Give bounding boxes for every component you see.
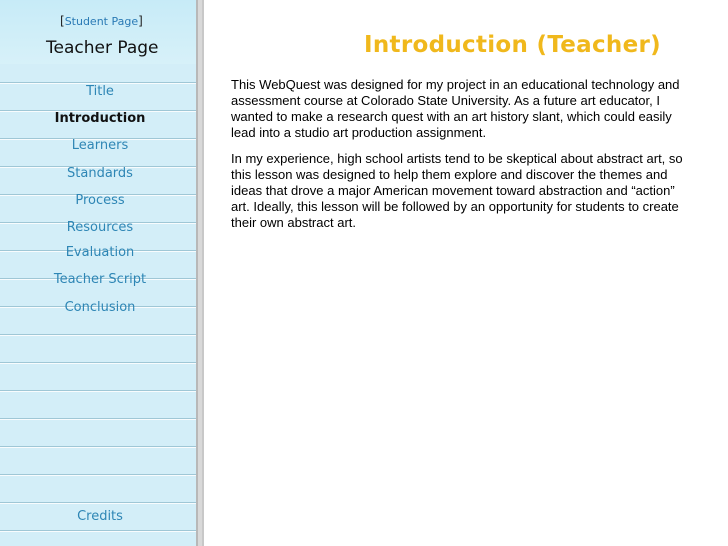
page-title: Introduction (Teacher) xyxy=(364,32,661,58)
nav-item-process[interactable]: Process xyxy=(75,193,125,208)
intro-paragraph-1: This WebQuest was designed for my project in an educational technology and assessment course at Colorado State University. As a future art educator, I wanted to make a research quest with an art history slant, which could easily lead into a studio art production assignment. xyxy=(231,77,680,140)
nav-item-evaluation[interactable]: Evaluation xyxy=(65,245,135,260)
sidebar-nav xyxy=(0,0,198,546)
intro-paragraph-2: In my experience, high school artists tend to be skeptical about abstract art, so this lesson was designed to help them explore and discover the themes and ideas that drove a major American movement toward abstraction and “action” art. Ideally, this lesson will be followed by an opportunity for students to create their own abstract art. xyxy=(231,151,683,230)
nav-item-introduction[interactable]: Introduction xyxy=(54,111,146,126)
nav-item-standards[interactable]: Standards xyxy=(67,166,133,181)
nav-item-resources[interactable]: Resources xyxy=(66,220,134,235)
student-page-link-wrapper xyxy=(60,14,143,28)
nav-item-credits[interactable]: Credits xyxy=(77,509,123,524)
nav-item-title[interactable]: Title xyxy=(86,84,114,99)
bracket-close: ] xyxy=(138,14,143,28)
sidebar-header xyxy=(0,0,196,64)
teacher-page-heading: Teacher Page xyxy=(46,38,159,58)
nav-item-teacher-script[interactable]: Teacher Script xyxy=(53,272,147,287)
nav-item-learners[interactable]: Learners xyxy=(71,138,129,153)
bracket-open: [ xyxy=(60,14,65,28)
nav-item-conclusion[interactable]: Conclusion xyxy=(64,300,136,315)
student-page-link[interactable]: Student Page xyxy=(64,15,139,28)
intro-content xyxy=(231,77,691,241)
